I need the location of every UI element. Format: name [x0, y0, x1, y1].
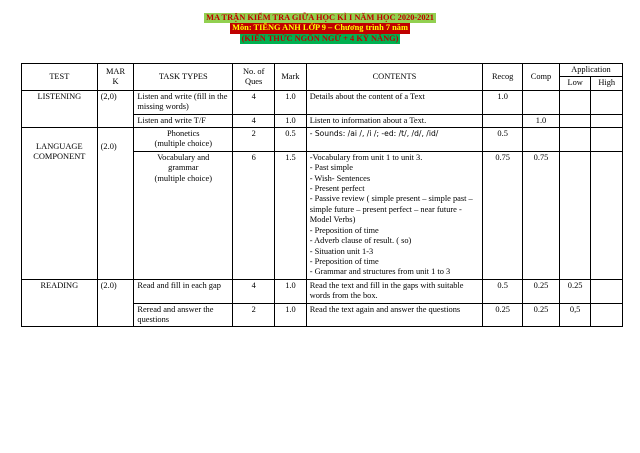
table-row	[22, 90, 623, 114]
recog-cell: 1.0	[483, 90, 523, 114]
recog-cell: 0.25	[483, 303, 523, 327]
test-cell-language: LANGUAGE COMPONENT	[22, 128, 98, 280]
mark-cell: 0.5	[275, 128, 307, 152]
task-cell: Phonetics (multiple choice)	[134, 128, 233, 152]
header-title: MA TRẬN KIỂM TRA GIỮA HỌC KÌ I NĂM HỌC 2020-2021	[206, 13, 434, 22]
high-cell	[591, 279, 623, 303]
comp-cell: 1.0	[523, 114, 560, 127]
recog-cell: 0.5	[483, 128, 523, 152]
low-cell	[559, 90, 591, 114]
contents-cell: Details about the content of a Text	[306, 90, 483, 114]
contents-cell	[306, 151, 483, 279]
comp-cell: 0.75	[523, 151, 560, 279]
recog-cell: 0.75	[483, 151, 523, 279]
ques-cell: 4	[233, 114, 275, 127]
task-cell: Listen and write (fill in the missing words)	[134, 90, 233, 114]
header-subtitle: (KIẾN THỨC NGÔN NGỮ + 4 KỸ NĂNG)	[241, 33, 399, 43]
col-header-comp: Comp	[523, 64, 560, 91]
content-item: - Present perfect	[309, 184, 365, 194]
content-item: - Situation unit 1-3	[309, 246, 374, 256]
task-cell: Reread and answer the questions	[134, 303, 233, 327]
mark-cell-listening: (2,0)	[97, 90, 134, 127]
mark-cell: 1.0	[275, 90, 307, 114]
comp-cell: 0.25	[523, 279, 560, 303]
comp-cell: 0.25	[523, 303, 560, 327]
content-item: - Preposition of time	[309, 256, 379, 266]
mark-cell: 1.0	[275, 114, 307, 127]
content-item: - Grammar and structures from unit 1 to 3	[309, 267, 451, 277]
test-cell-listening: LISTENING	[22, 90, 98, 127]
low-cell: 0,5	[559, 303, 591, 327]
table-header-row	[22, 64, 623, 77]
contents-cell: - Sounds: /ai /, /i /; -ed: /t/, /d/, /id/	[306, 128, 483, 152]
ques-cell: 2	[233, 303, 275, 327]
high-cell	[591, 303, 623, 327]
ques-cell: 2	[233, 128, 275, 152]
content-item: - Preposition of time	[309, 225, 379, 235]
task-cell: Vocabulary and grammar (multiple choice)	[134, 151, 233, 279]
content-item: - Passive review ( simple present – simple past – simple future – present perfect – near future - Model Verbs)	[309, 194, 473, 225]
col-header-recog: Recog	[483, 64, 523, 91]
col-header-mark: Mark	[275, 64, 307, 91]
header-subject: Môn: TIẾNG ANH LỚP 9 – Chương trình 7 năm	[232, 23, 408, 33]
high-cell	[591, 128, 623, 152]
col-header-high: High	[591, 77, 623, 90]
test-matrix-table	[21, 63, 623, 327]
comp-cell	[523, 128, 560, 152]
contents-cell: Listen to information about a Text.	[306, 114, 483, 127]
high-cell	[591, 151, 623, 279]
ques-cell: 4	[233, 90, 275, 114]
col-header-mark-total: MAR K	[97, 64, 134, 91]
high-cell	[591, 90, 623, 114]
mark-cell-language: (2.0)	[97, 128, 134, 280]
col-header-application: Application	[559, 64, 622, 77]
mark-cell-reading: (2.0)	[97, 279, 134, 327]
mark-cell: 1.0	[275, 279, 307, 303]
table-row	[22, 128, 623, 152]
low-cell	[559, 128, 591, 152]
content-item: - Adverb clause of result. ( so)	[309, 236, 412, 246]
ques-cell: 4	[233, 279, 275, 303]
recog-cell	[483, 114, 523, 127]
content-item: - Wish- Sentences	[309, 173, 371, 183]
low-cell	[559, 151, 591, 279]
col-header-low: Low	[559, 77, 591, 90]
col-header-no-of-ques: No. of Ques	[233, 64, 275, 91]
content-item: -Vocabulary from unit 1 to unit 3.	[309, 152, 423, 162]
task-cell: Read and fill in each gap	[134, 279, 233, 303]
task-cell: Listen and write T/F	[134, 114, 233, 127]
high-cell	[591, 114, 623, 127]
test-cell-reading: READING	[22, 279, 98, 327]
col-header-test: TEST	[22, 64, 98, 91]
contents-cell: Read the text and fill in the gaps with suitable words from the box.	[306, 279, 483, 303]
comp-cell	[523, 90, 560, 114]
contents-cell: Read the text again and answer the questions	[306, 303, 483, 327]
mark-cell: 1.5	[275, 151, 307, 279]
table-row	[22, 279, 623, 303]
low-cell	[559, 114, 591, 127]
ques-cell: 6	[233, 151, 275, 279]
mark-cell: 1.0	[275, 303, 307, 327]
col-header-contents: CONTENTS	[306, 64, 483, 91]
col-header-task-types: TASK TYPES	[134, 64, 233, 91]
low-cell: 0.25	[559, 279, 591, 303]
content-item: - Past simple	[309, 163, 353, 173]
document-header	[0, 13, 640, 44]
recog-cell: 0.5	[483, 279, 523, 303]
